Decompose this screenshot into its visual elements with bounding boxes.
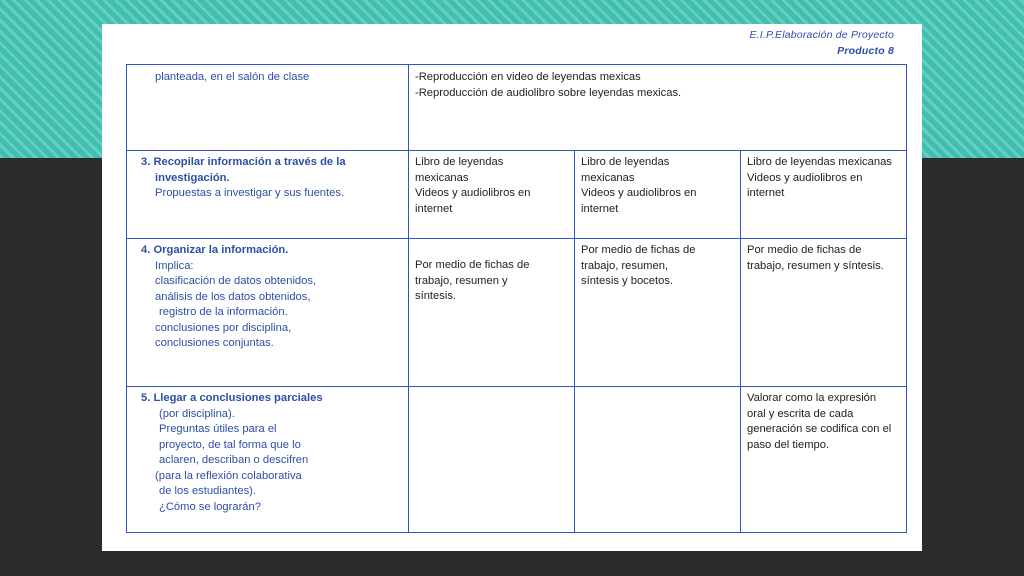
cell-line: mexicanas — [415, 171, 469, 184]
cell-line: paso del tiempo. — [747, 438, 830, 451]
document-page — [102, 24, 922, 551]
cell-line: internet — [581, 202, 619, 215]
step-title: 4. Organizar la información. — [141, 244, 289, 256]
table-cell — [741, 151, 907, 239]
cell-line: Valorar como la expresión — [747, 392, 877, 404]
step-text: clasificación de datos obtenidos, — [155, 275, 317, 287]
step-text: registro de la información. — [159, 306, 288, 318]
cell-line: Videos y audiolibros en — [581, 187, 697, 199]
cell-line: internet — [415, 202, 453, 215]
cell-line: Videos y audiolibros en — [747, 171, 863, 184]
cell-line: Videos y audiolibros en — [415, 187, 531, 199]
cell-line: Por medio de fichas de — [747, 244, 862, 256]
cell-line: Libro de leyendas — [581, 156, 670, 168]
cell-line: generación se codifica con el — [747, 423, 892, 435]
cell-line: internet — [747, 187, 785, 199]
cell-line: trabajo, resumen, — [581, 259, 669, 272]
step-text: análisis de los datos obtenidos, — [155, 290, 311, 303]
step-text: Implica: — [155, 259, 194, 272]
table-cell — [409, 239, 575, 387]
cell-line: trabajo, resumen y síntesis. — [747, 259, 884, 272]
table-cell — [409, 151, 575, 239]
table-cell-empty — [575, 387, 741, 533]
table-row — [127, 387, 907, 533]
document-header-title: E.I.P.Elaboración de Proyecto — [749, 29, 894, 41]
table-cell-empty — [409, 387, 575, 533]
step-text: (por disciplina). — [159, 407, 235, 420]
activity-line: -Reproducción en video de leyendas mexicas — [415, 71, 641, 83]
cell-line: Por medio de fichas de — [581, 244, 696, 256]
table-row — [127, 239, 907, 387]
table-cell — [741, 387, 907, 533]
step-title: investigación. — [155, 171, 230, 184]
step-text: ¿Cómo se lograrán? — [159, 500, 261, 513]
step-cell — [127, 239, 409, 387]
table-row — [127, 151, 907, 239]
step-cell — [127, 387, 409, 533]
step-text: planteada, en el salón de clase — [155, 71, 310, 83]
table-cell — [575, 239, 741, 387]
step-text: (para la reflexión colaborativa — [155, 469, 302, 482]
step-cell — [127, 151, 409, 239]
step-text: de los estudiantes). — [159, 485, 257, 497]
cell-line: mexicanas — [581, 171, 635, 184]
step-text: proyecto, de tal forma que lo — [159, 438, 301, 451]
spacer — [415, 243, 568, 258]
table-row — [127, 65, 907, 151]
step-cell — [127, 65, 409, 151]
table-cell — [741, 239, 907, 387]
cell-line: Libro de leyendas — [415, 156, 504, 168]
cell-line: síntesis. — [415, 290, 457, 302]
document-header-product: Producto 8 — [837, 45, 894, 57]
cell-line: trabajo, resumen y — [415, 274, 508, 287]
step-text: aclaren, describan o descifren — [159, 454, 309, 466]
merged-activity-cell — [409, 65, 907, 151]
activity-line: -Reproducción de audiolibro sobre leyendas mexicas. — [415, 86, 682, 99]
cell-line: Por medio de fichas de — [415, 259, 530, 271]
project-table — [126, 64, 907, 533]
table-cell — [575, 151, 741, 239]
step-text: conclusiones conjuntas. — [155, 337, 274, 349]
cell-line: oral y escrita de cada — [747, 407, 854, 420]
step-text: conclusiones por disciplina, — [155, 321, 292, 334]
step-text: Preguntas útiles para el — [159, 423, 277, 435]
step-text: Propuestas a investigar y sus fuentes. — [155, 187, 345, 199]
cell-line: síntesis y bocetos. — [581, 275, 674, 287]
step-title: 3. Recopilar información a través de la — [141, 156, 346, 168]
step-title: 5. Llegar a conclusiones parciales — [141, 392, 323, 404]
cell-line: Libro de leyendas mexicanas — [747, 156, 892, 168]
